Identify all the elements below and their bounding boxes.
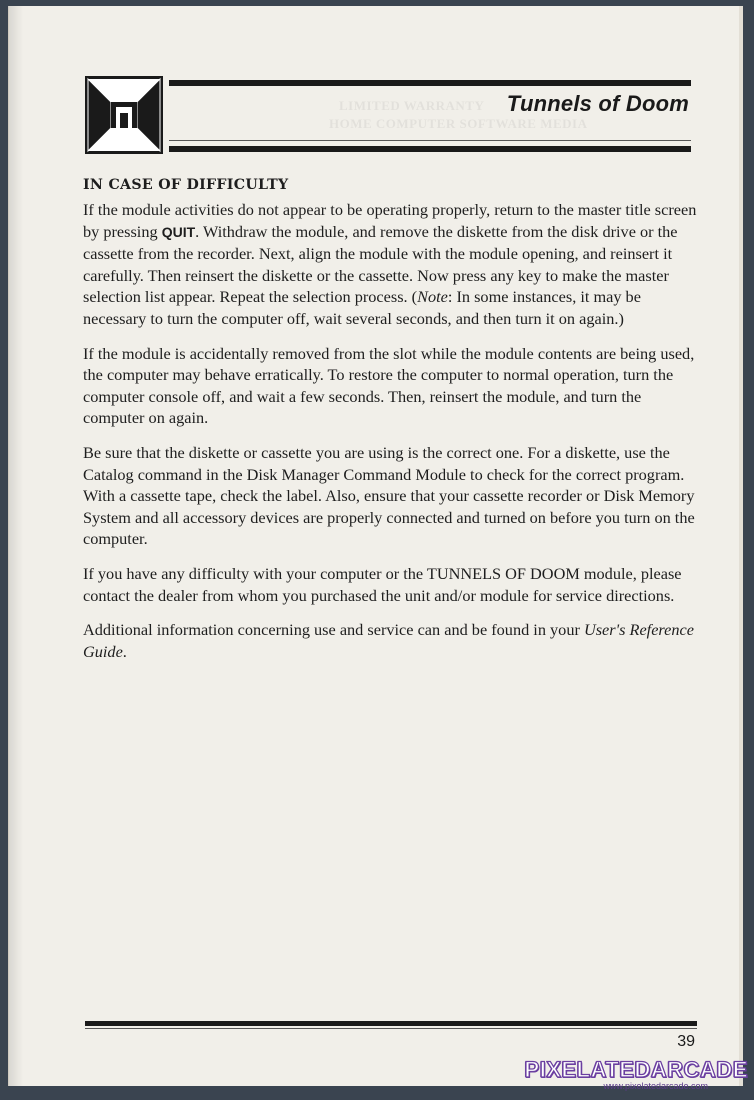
bleed-through-text: HOME COMPUTER SOFTWARE MEDIA: [329, 116, 588, 131]
footer-rule-thin: [85, 1028, 697, 1029]
paragraph-troubleshooting: [83, 199, 697, 330]
paragraph-text: If the module activities do not appear to be operating properly, return to the master title screen by pressing: [83, 200, 697, 241]
page-gutter-shadow: [9, 6, 23, 1086]
page-number: 39: [677, 1033, 695, 1050]
paragraph-contact-dealer: If you have any difficulty with your computer or the TUNNELS OF DOOM module, please contact the dealer from whom you purchased the unit and/or module for service directions.: [83, 563, 682, 605]
paragraph-module-removed: If the module is accidentally removed from the slot while the module contents are being used, the computer may behave erratically. To restore the computer to normal operation, turn the computer console off, and wait a few seconds. Then, reinsert the module, and turn the computer on again.: [83, 343, 695, 428]
page-header: [85, 76, 691, 158]
guide-title: User's Reference Guide: [83, 620, 694, 661]
doorway-logo-icon: [85, 76, 163, 154]
bleed-through-text: LIMITED WARRANTY: [339, 98, 485, 113]
watermark-url: www.pixelatedarcade.com: [603, 1081, 708, 1091]
header-rule-bottom: [169, 146, 691, 152]
section-content: [83, 174, 697, 675]
paragraph-text: : In some instances, it may be necessary to turn the computer off, wait several seconds, and then turn it on again.): [83, 287, 641, 328]
section-heading: IN CASE OF DIFFICULTY: [83, 177, 289, 193]
paragraph-additional-info: [83, 619, 697, 662]
page-edge: [739, 6, 743, 1086]
paragraph-text: Additional information concerning use and service can and be found in your: [83, 620, 584, 640]
header-rule-top: [169, 80, 691, 86]
footer-rule: [85, 1021, 697, 1026]
note-label: Note: [417, 287, 448, 307]
manual-page: [8, 6, 743, 1086]
paragraph-text: .: [122, 641, 127, 661]
quit-key-label: QUIT: [161, 223, 196, 240]
header-rule-thin: [169, 140, 691, 141]
paragraph-text: . Withdraw the module, and remove the diskette from the disk drive or the cassette from the recorder. Next, align the module with the module opening, and reinsert it carefully. Then reinsert the diskette or the cassette. Now press any key to make the master selection list appear. Repeat the selection process. (: [83, 221, 678, 307]
watermark-name: PIXELATEDARCADE: [524, 1057, 748, 1082]
paragraph-correct-media: Be sure that the diskette or cassette you are using is the correct one. For a diskette, use the Catalog command in the Disk Manager Command Module to check for the correct program. With a cassette tape, check the label. Also, ensure that your cassette recorder or Disk Memory System and all accessory devices are properly connected and turned on before you turn on the computer.: [83, 442, 695, 549]
tunnels-of-doom-logo: [85, 76, 163, 154]
page-title: Tunnels of Doom: [506, 91, 689, 116]
watermark: [525, 1059, 748, 1092]
